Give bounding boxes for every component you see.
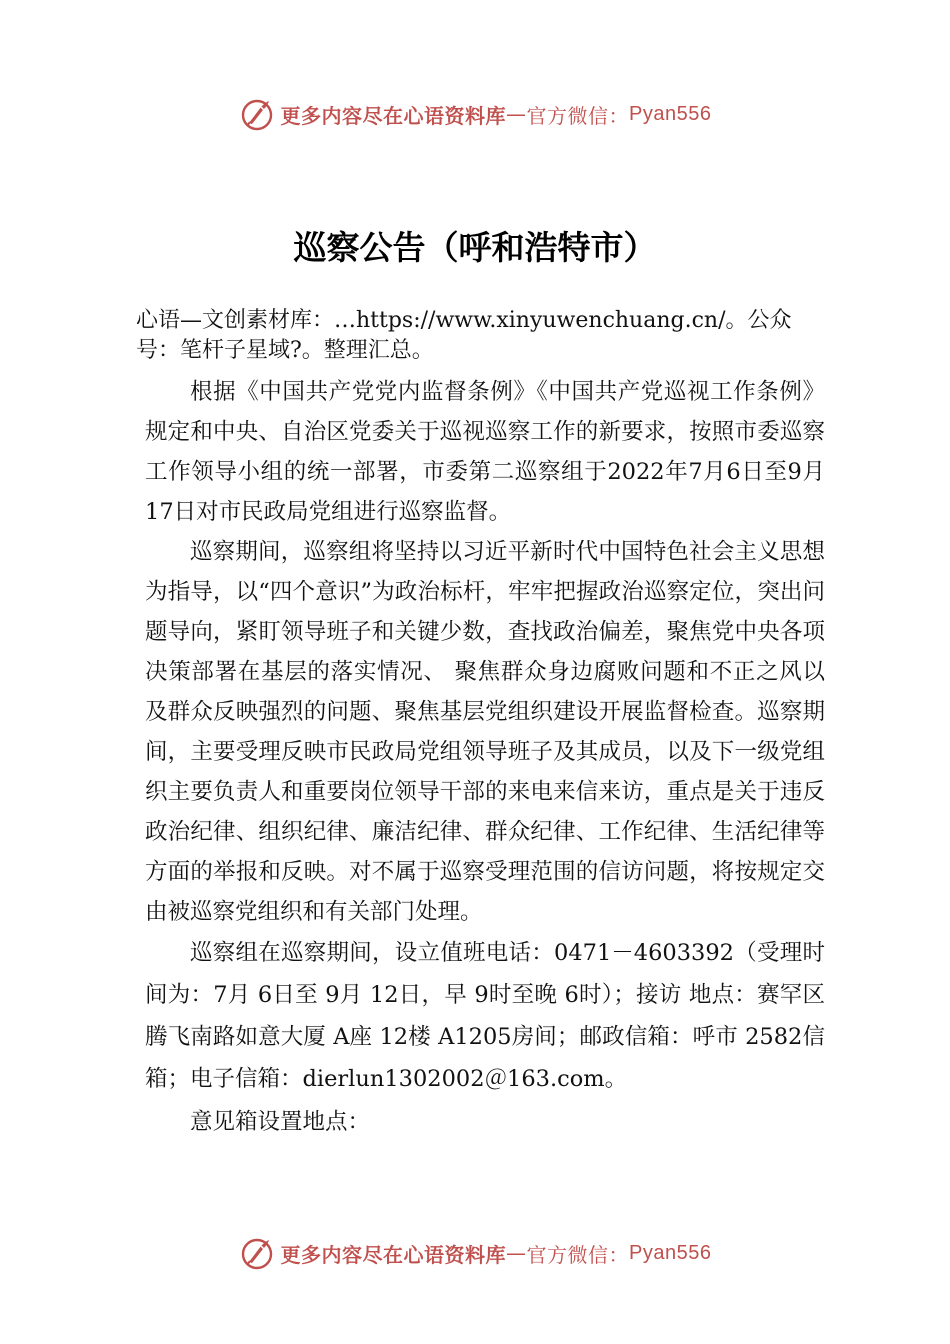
banner-wechat-id: Pyan556 (629, 102, 712, 125)
quill-pen-logo-icon (239, 1235, 275, 1271)
paragraph-scope: 巡察期间，巡察组将坚持以习近平新时代中国特色社会主义思想为指导，以“四个意识”为政治标杆，牢牢把握政治巡察定位，突出问题导向，紧盯领导班子和关键少数，查找政治偏差，聚焦党中央各项决策部署在基层的落实情况、 聚焦群众身边腐败问题和不正之风以及群众反映强烈的问题、聚焦基层党组织建设开展监督检查。巡察期间，主要受理反映市民政局党组领导班子及其成员，以及下一级党组织主要负责人和重要岗位领导干部的来电来信来访，重点是关于违反政治纪律、组织纪律、廉洁纪律、群众纪律、工作纪律、生活纪律等方面的举报和反映。对不属于巡察受理范围的信访问题，将按规定交由被巡察党组织和有关部门处理。 (145, 539, 825, 925)
banner-brand-text: 更多内容尽在心语资料库 (280, 1242, 507, 1267)
banner-separator: — (506, 1241, 527, 1265)
banner-wechat-label: 官方微信： (526, 103, 630, 128)
banner-wechat-label: 官方微信： (526, 1242, 630, 1267)
header-banner (0, 94, 950, 134)
document-body (145, 372, 825, 1142)
document-title: 巡察公告（呼和浩特市） (293, 228, 657, 267)
quill-pen-logo-icon (239, 96, 275, 132)
footer-banner (0, 1233, 950, 1273)
banner-separator: — (506, 102, 527, 126)
paragraph-contact: 巡察组在巡察期间，设立值班电话：0471－4603392（受理时间为：7月 6日至 9月 12日，早 9时至晚 6时）；接访 地点：赛罕区腾飞南路如意大厦 A座 12楼 A1205房间；邮政信箱：呼市 2582信箱；电子信箱：dierlun1302002＠163.com。 (145, 940, 825, 1092)
paragraph-basis: 根据《中国共产党党内监督条例》《中国共产党巡视工作条例》规定和中央、自治区党委关于巡视巡察工作的新要求，按照市委巡察工作领导小组的统一部署，市委第二巡察组于2022年7月6日至9月17日对市民政局党组进行巡察监督。 (145, 379, 825, 525)
banner-brand-text: 更多内容尽在心语资料库 (280, 103, 507, 128)
source-note: 心语—文创素材库：…https://www.xinyuwenchuang.cn/。公众号：笔杆子星域?。整理汇总。 (136, 308, 792, 363)
paragraph-suggestion-box: 意见箱设置地点： (190, 1109, 371, 1135)
banner-wechat-id: Pyan556 (629, 1241, 712, 1264)
